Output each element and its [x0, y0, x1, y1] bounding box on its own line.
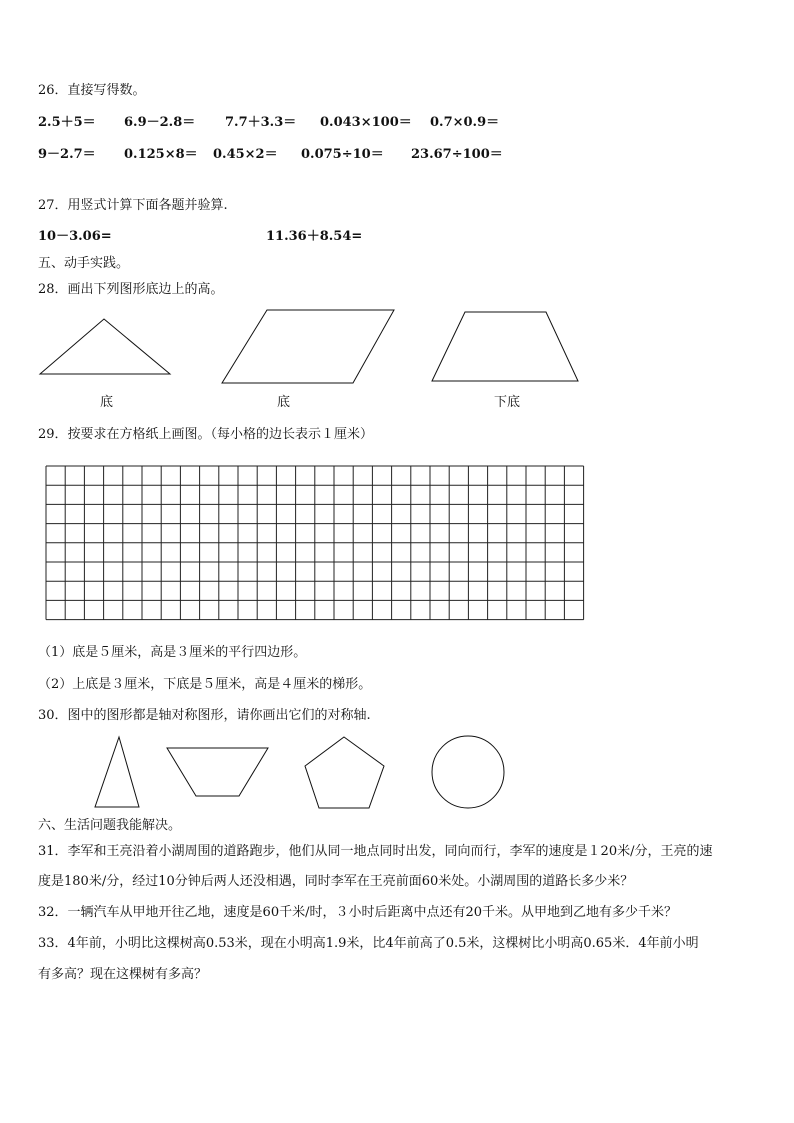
q26-row1-item2: 6.9－2.8＝ — [124, 115, 196, 130]
q30-title: 30．图中的图形都是轴对称图形，请你画出它们的对称轴. — [38, 708, 371, 723]
q28-title: 28．画出下列图形底边上的高。 — [38, 282, 224, 297]
q26-title: 26．直接写得数。 — [38, 83, 146, 98]
q26-row2-item5: 23.67÷100＝ — [411, 147, 503, 162]
q26-row2-item3: 0.45×2＝ — [213, 147, 278, 162]
q30-pentagon — [305, 737, 384, 808]
q27-item1: 10－3.06= — [38, 229, 112, 244]
q28-label-parallelogram: 底 — [277, 395, 291, 410]
q29-grid — [46, 466, 584, 620]
section-5-heading: 五、动手实践。 — [38, 256, 130, 271]
section-6-heading: 六、生活问题我能解决。 — [38, 818, 182, 833]
q28-trapezoid — [432, 312, 578, 381]
q31-line1: 31．李军和王亮沿着小湖周围的道路跑步，他们从同一地点同时出发，同向而行，李军的速度是１20米/分，王亮的速 — [38, 844, 713, 859]
q33-line2: 有多高？现在这棵树有多高？ — [38, 967, 208, 982]
q29-task1: （1）底是５厘米，高是３厘米的平行四边形。 — [38, 645, 307, 660]
q29-task2: （2）上底是３厘米，下底是５厘米，高是４厘米的梯形。 — [38, 677, 372, 692]
q29-title: 29．按要求在方格纸上画图。（每小格的边长表示１厘米） — [38, 427, 374, 442]
q26-row1-item1: 2.5＋5＝ — [38, 115, 96, 130]
q31-line2: 度是180米/分，经过10分钟后两人还没相遇，同时李军在王亮前面60米处。小湖周围的道路长多少米？ — [38, 874, 634, 889]
q26-row2-item1: 9－2.7＝ — [38, 147, 96, 162]
q26-row1-item4: 0.043×100＝ — [320, 115, 412, 130]
q26-row2-item2: 0.125×8＝ — [124, 147, 198, 162]
q30-isosceles-triangle — [95, 737, 139, 807]
q26-row2-item4: 0.075÷10＝ — [301, 147, 384, 162]
q26-row1-item3: 7.7＋3.3＝ — [225, 115, 297, 130]
q32-line1: 32．一辆汽车从甲地开往乙地，速度是60千米/时，３小时后距离中点还有20千米。从甲地到乙地有多少千米？ — [38, 905, 678, 920]
q30-trapezoid — [167, 748, 268, 796]
q28-parallelogram — [222, 310, 394, 383]
q27-item2: 11.36＋8.54= — [266, 229, 363, 244]
q33-line1: 33．4年前，小明比这棵树高0.53米，现在小明高1.9米，比4年前高了0.5米，这棵树比小明高0.65米．4年前小明 — [38, 936, 699, 951]
q28-triangle — [40, 319, 170, 374]
q28-label-trapezoid: 下底 — [494, 395, 521, 410]
q27-title: 27．用竖式计算下面各题并验算. — [38, 198, 228, 213]
q30-circle — [432, 736, 504, 808]
q26-row1-item5: 0.7×0.9＝ — [430, 115, 500, 130]
q28-label-triangle: 底 — [100, 395, 114, 410]
